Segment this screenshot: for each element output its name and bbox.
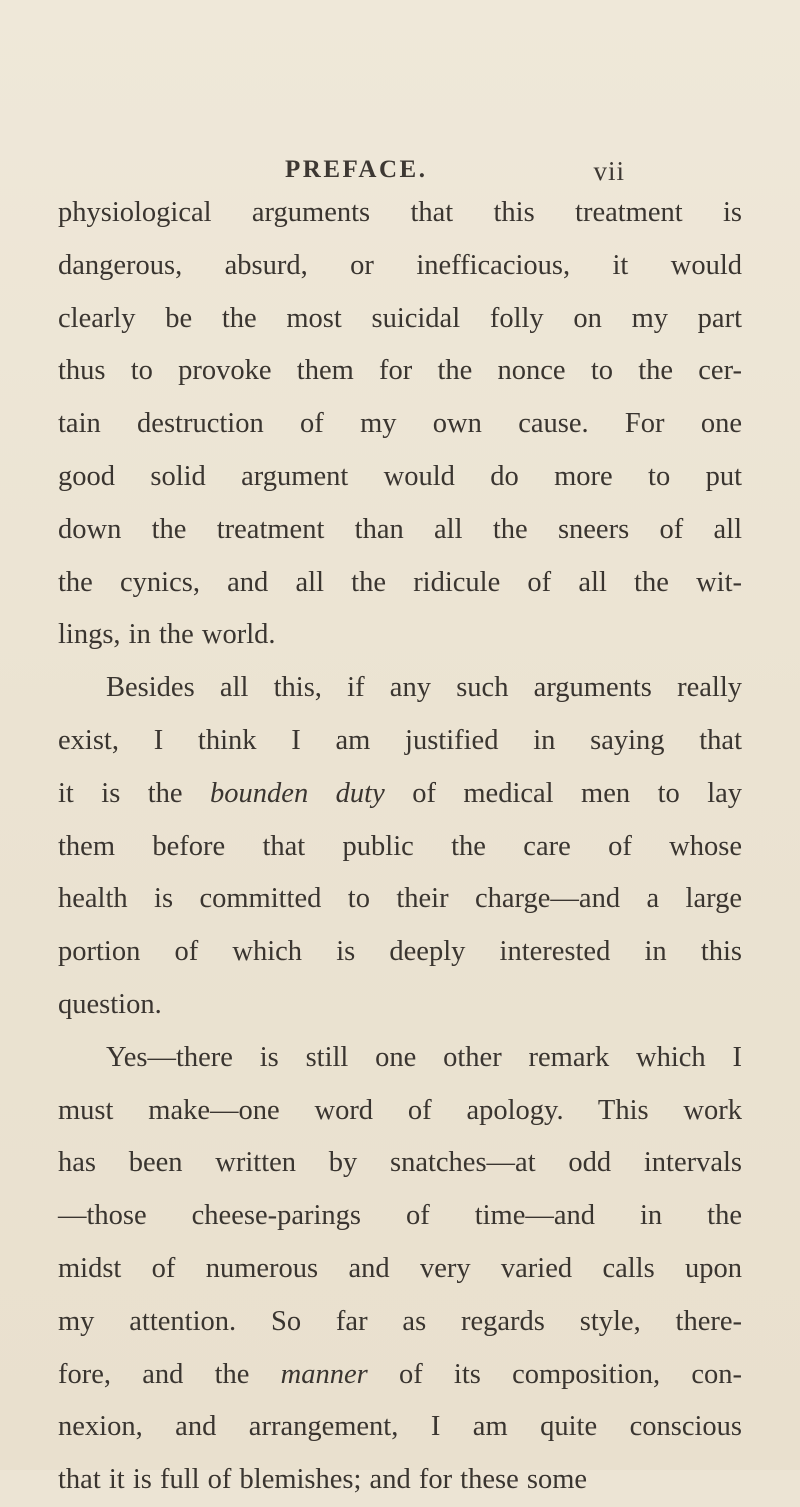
text-line: my attention. So far as regards style, there- <box>58 1305 742 1337</box>
text-line <box>58 768 742 821</box>
running-head: PREFACE. <box>285 156 428 183</box>
text-line: must make—one word of apology. This work <box>58 1094 742 1126</box>
text-line <box>58 1349 742 1402</box>
text-line: good solid argument would do more to put <box>58 460 742 492</box>
paragraph-end-line: question. <box>58 988 162 1020</box>
text-line: —those cheese-parings of time—and in the <box>58 1200 742 1232</box>
text-run: of its composition, con- <box>367 1358 742 1390</box>
paragraph-end-line: lings, in the world. <box>58 619 276 651</box>
text-run: fore, and the <box>58 1358 281 1390</box>
italic-phrase: manner <box>280 1358 368 1390</box>
text-line: portion of which is deeply interested in this <box>58 936 742 968</box>
text-line: health is committed to their charge—and a large <box>58 883 742 915</box>
text-line: midst of numerous and very varied calls upon <box>58 1252 742 1284</box>
text-line: nexion, and arrangement, I am quite conscious <box>58 1411 742 1443</box>
body-text <box>58 187 742 1507</box>
paragraph-start-line: Besides all this, if any such arguments really <box>106 672 742 704</box>
text-line: dangerous, absurd, or inefficacious, it would <box>58 249 742 281</box>
text-line: that it is full of blemishes; and for these some <box>58 1464 588 1496</box>
text-run: it is the <box>58 777 211 809</box>
text-line: exist, I think I am justified in saying that <box>58 724 742 756</box>
italic-phrase: bounden duty <box>210 777 385 809</box>
paragraph-start-line: Yes—there is still one other remark which I <box>106 1041 742 1073</box>
page-number: vii <box>593 156 625 186</box>
text-line: down the treatment than all the sneers of all <box>58 513 742 545</box>
text-run: of medical men to lay <box>384 777 743 809</box>
text-line: the cynics, and all the ridicule of all the wit- <box>58 566 742 598</box>
text-line: clearly be the most suicidal folly on my part <box>58 302 742 334</box>
text-line: has been written by snatches—at odd intervals <box>58 1147 742 1179</box>
text-line: them before that public the care of whose <box>58 830 742 862</box>
text-line: physiological arguments that this treatment is <box>58 197 742 228</box>
text-line: thus to provoke them for the nonce to the cer- <box>58 355 742 387</box>
text-line: tain destruction of my own cause. For one <box>58 408 742 440</box>
